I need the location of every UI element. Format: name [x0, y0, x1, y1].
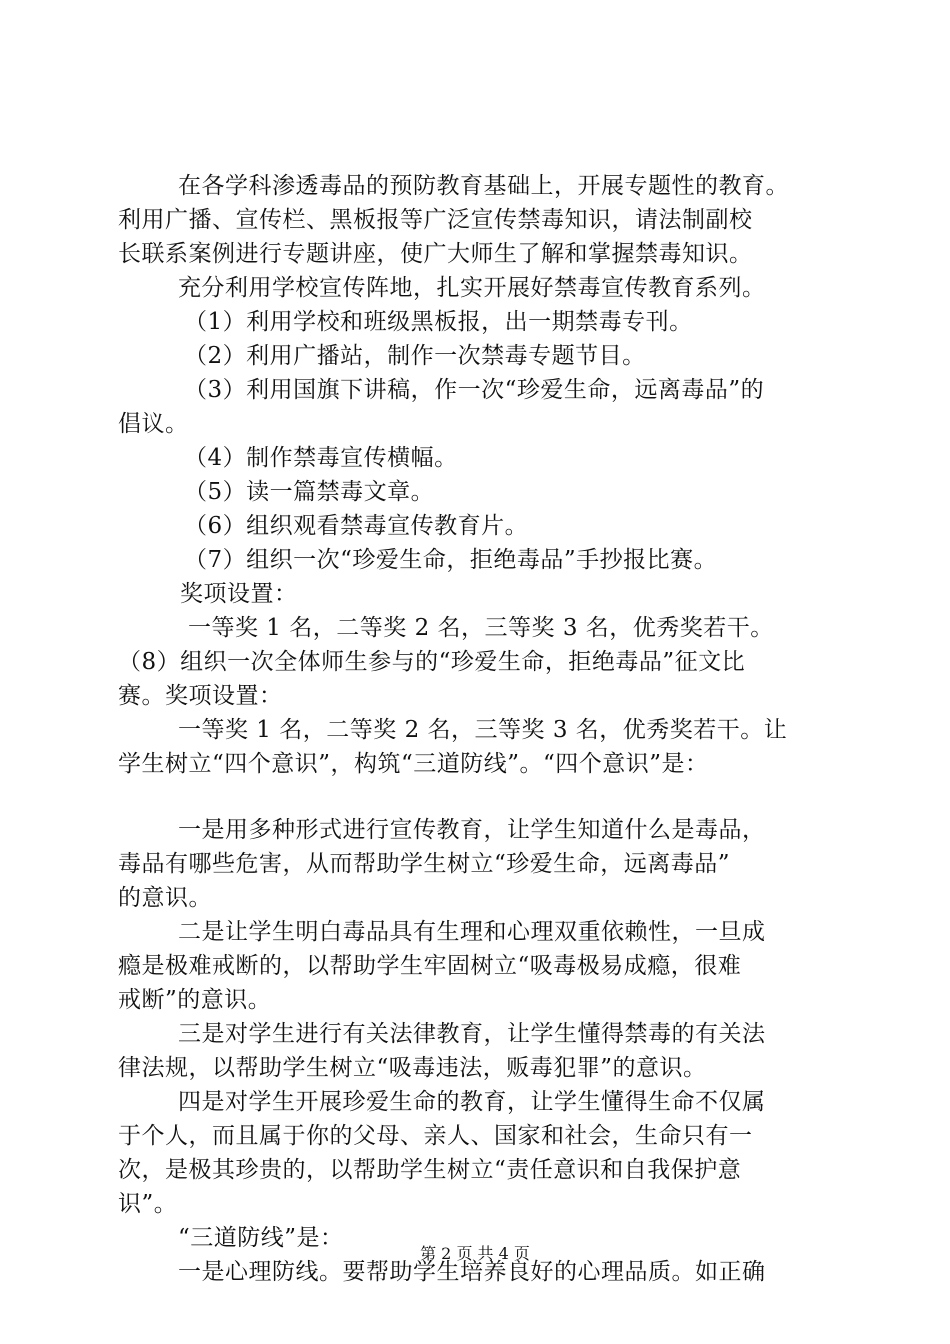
- list-item: （5）读一篇禁毒文章。: [184, 479, 435, 505]
- paragraph-line: 次，是极其珍贵的，以帮助学生树立“责任意识和自我保护意: [118, 1157, 742, 1183]
- paragraph-line: 毒品有哪些危害，从而帮助学生树立“珍爱生命，远离毒品”: [118, 851, 731, 877]
- list-item: （2）利用广播站，制作一次禁毒专题节目。: [184, 343, 646, 369]
- paragraph-line: 利用广播、宣传栏、黑板报等广泛宣传禁毒知识，请法制副校: [118, 207, 753, 233]
- list-item: （3）利用国旗下讲稿，作一次“珍爱生命，远离毒品”的: [184, 377, 765, 403]
- paragraph-line: 三是对学生进行有关法律教育，让学生懂得禁毒的有关法: [178, 1021, 766, 1047]
- paragraph-line: 一等奖 1 名，二等奖 2 名，三等奖 3 名，优秀奖若干。让: [178, 717, 788, 743]
- paragraph-line: 一是用多种形式进行宣传教育，让学生知道什么是毒品，: [178, 817, 766, 843]
- list-item: （7）组织一次“珍爱生命，拒绝毒品”手抄报比赛。: [184, 547, 718, 573]
- paragraph-line: 在各学科渗透毒品的预防教育基础上，开展专题性的教育。: [178, 173, 789, 199]
- paragraph-line: 奖项设置：: [180, 581, 298, 607]
- paragraph-line: 瘾是极难戒断的，以帮助学生牢固树立“吸毒极易成瘾，很难: [118, 953, 742, 979]
- list-item: （8）组织一次全体师生参与的“珍爱生命，拒绝毒品”征文比: [118, 649, 746, 675]
- paragraph-line: 赛。奖项设置：: [118, 683, 283, 709]
- paragraph-line: 识”。: [118, 1191, 178, 1217]
- paragraph-line: 学生树立“四个意识”，构筑“三道防线”。“四个意识”是：: [118, 751, 709, 777]
- paragraph-line: 一等奖 1 名，二等奖 2 名，三等奖 3 名，优秀奖若干。: [188, 615, 774, 641]
- paragraph-line: 一是心理防线。要帮助学生培养良好的心理品质。如正确: [178, 1259, 766, 1285]
- paragraph-line: 四是对学生开展珍爱生命的教育，让学生懂得生命不仅属: [178, 1089, 766, 1115]
- list-item: （4）制作禁毒宣传横幅。: [184, 445, 458, 471]
- paragraph-line: 律法规，以帮助学生树立“吸毒违法，贩毒犯罪”的意识。: [118, 1055, 707, 1081]
- paragraph-line: 二是让学生明白毒品具有生理和心理双重依赖性，一旦成: [178, 919, 766, 945]
- paragraph-line: 充分利用学校宣传阵地，扎实开展好禁毒宣传教育系列。: [178, 275, 766, 301]
- list-item: （1）利用学校和班级黑板报，出一期禁毒专刊。: [184, 309, 693, 335]
- paragraph-line: 的意识。: [118, 885, 212, 911]
- paragraph-line: 戒断”的意识。: [118, 987, 272, 1013]
- page-number-footer: 第 2 页 共 4 页: [420, 1244, 530, 1263]
- list-item: （6）组织观看禁毒宣传教育片。: [184, 513, 529, 539]
- paragraph-line: 长联系案例进行专题讲座，使广大师生了解和掌握禁毒知识。: [118, 241, 753, 267]
- paragraph-line: 倡议。: [118, 411, 189, 437]
- paragraph-line: 于个人，而且属于你的父母、亲人、国家和社会，生命只有一: [118, 1123, 753, 1149]
- paragraph-line: “三道防线”是：: [178, 1225, 344, 1251]
